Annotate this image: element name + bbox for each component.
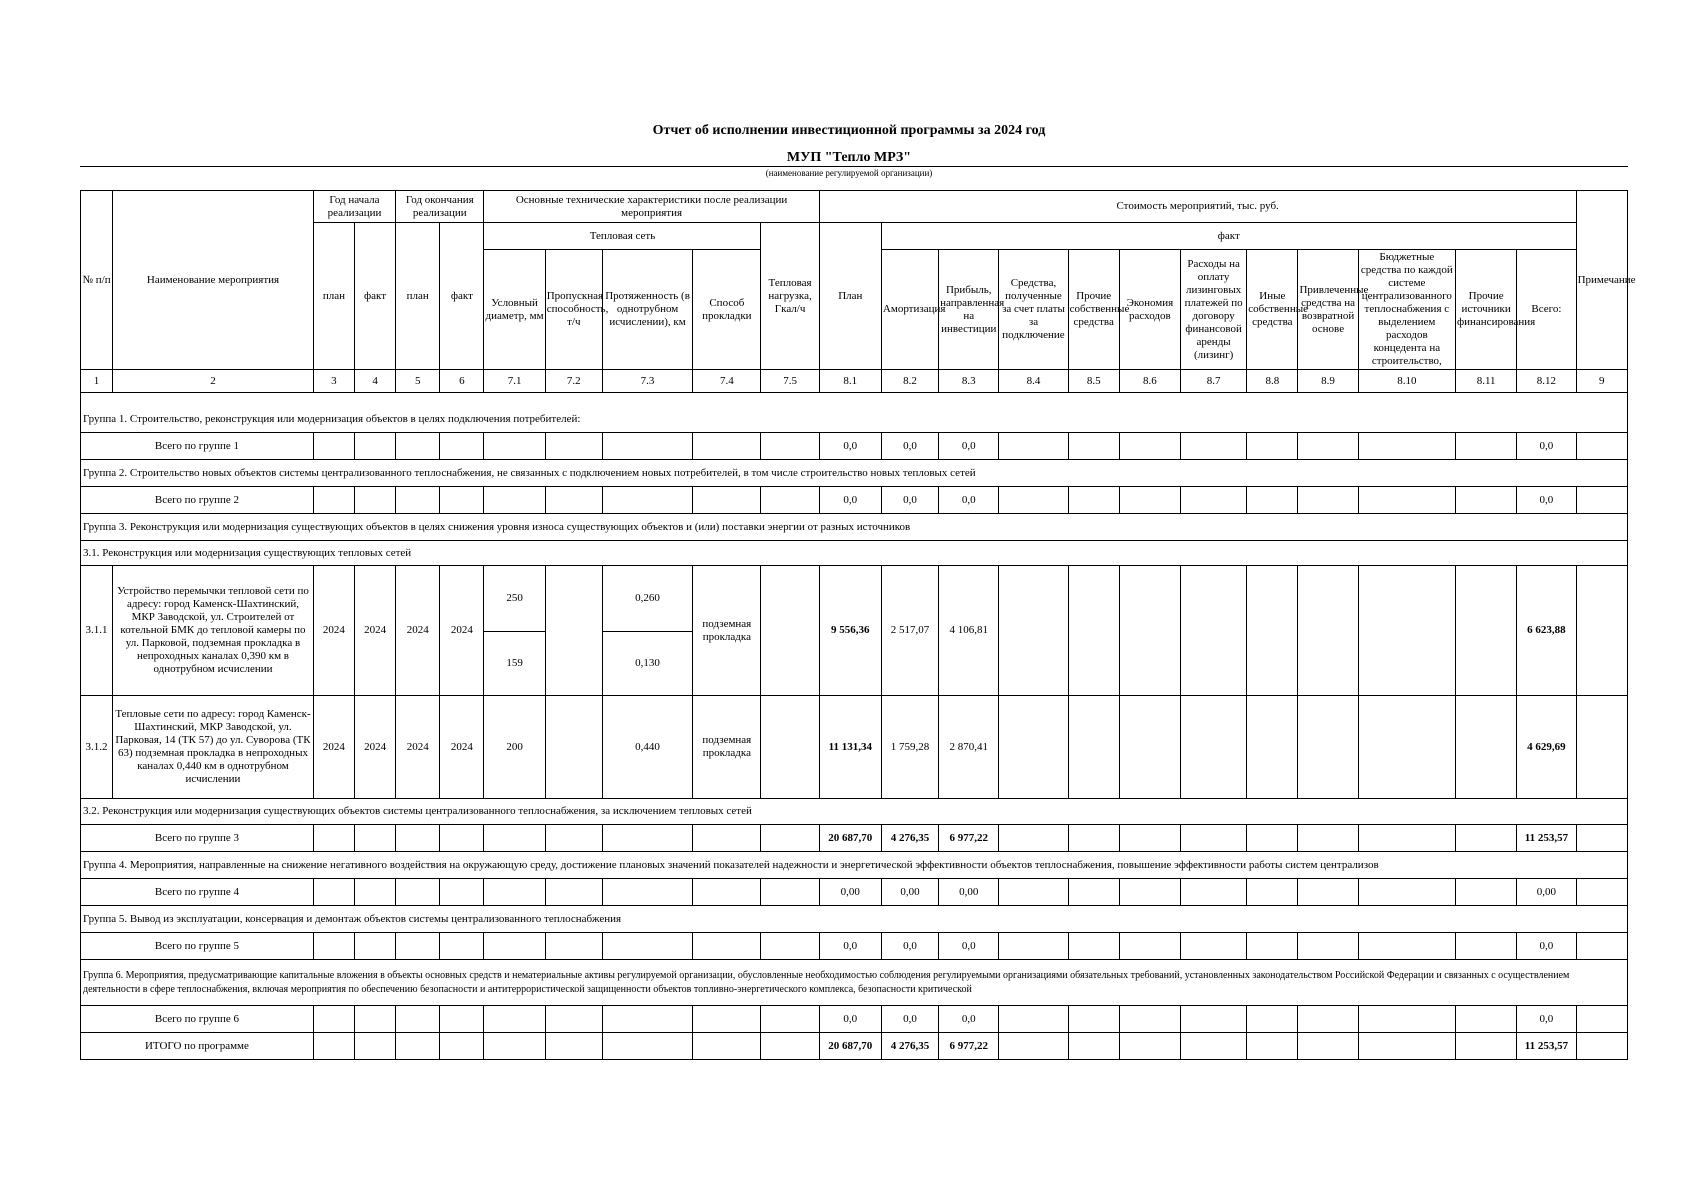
total-profit: 0,0 bbox=[939, 433, 999, 460]
colnum: 8.3 bbox=[939, 370, 999, 393]
total-label: Всего по группе 6 bbox=[81, 1006, 314, 1033]
subgroup-3-1-heading: 3.1. Реконструкция или модернизация существующих тепловых сетей bbox=[81, 541, 1628, 566]
colnum: 6 bbox=[440, 370, 484, 393]
spacer bbox=[81, 393, 1628, 408]
header-length: Протяженность (в однотрубном исчислении), км bbox=[602, 250, 692, 370]
header-heat-net: Тепловая сеть bbox=[484, 223, 761, 250]
row-plan: 11 131,34 bbox=[819, 696, 881, 799]
colnum: 3 bbox=[313, 370, 354, 393]
grand-total-label: ИТОГО по программе bbox=[81, 1033, 314, 1060]
row-num: 3.1.1 bbox=[81, 566, 113, 696]
total-sum: 0,0 bbox=[1517, 1006, 1576, 1033]
group-1-total-row bbox=[81, 433, 1628, 460]
colnum: 8.4 bbox=[999, 370, 1068, 393]
colnum: 8.11 bbox=[1456, 370, 1517, 393]
report-title: Отчет об исполнении инвестиционной программы за 2024 год bbox=[652, 123, 1046, 138]
group-6-total-row bbox=[81, 1006, 1628, 1033]
header-year-start: Год начала реализации bbox=[313, 191, 395, 223]
header-conn-fee: Средства, полученные за счет платы за подключение bbox=[999, 250, 1068, 370]
row-year-end-plan: 2024 bbox=[396, 696, 440, 799]
total-label: Всего по группе 2 bbox=[81, 487, 314, 514]
colnum: 2 bbox=[113, 370, 314, 393]
total-sum: 11 253,57 bbox=[1517, 825, 1576, 852]
organization-caption: (наименование регулируемой организации) bbox=[765, 168, 933, 178]
total-amort: 0,0 bbox=[881, 433, 938, 460]
total-plan: 0,0 bbox=[819, 933, 881, 960]
colnum: 9 bbox=[1576, 370, 1627, 393]
total-plan: 0,00 bbox=[819, 879, 881, 906]
group-4-total-row bbox=[81, 879, 1628, 906]
header-capacity: Пропускная способность, т/ч bbox=[545, 250, 602, 370]
group-5-heading: Группа 5. Вывод из эксплуатации, консервация и демонтаж объектов системы централизованного теплоснабжения bbox=[81, 906, 1628, 933]
colnum: 8.12 bbox=[1517, 370, 1576, 393]
row-year-start-plan: 2024 bbox=[313, 566, 354, 696]
total-sum: 0,00 bbox=[1517, 879, 1576, 906]
total-profit: 6 977,22 bbox=[939, 825, 999, 852]
total-label: Всего по группе 4 bbox=[81, 879, 314, 906]
row-length: 0,130 bbox=[602, 632, 692, 696]
row-year-end-plan: 2024 bbox=[396, 566, 440, 696]
total-profit: 0,0 bbox=[939, 1006, 999, 1033]
group-2-heading: Группа 2. Строительство новых объектов системы централизованного теплоснабжения, не связанных с подключением новых потребителей, в том числе строительство новых тепловых сетей bbox=[81, 460, 1628, 487]
total-amort: 0,0 bbox=[881, 1006, 938, 1033]
row-laying: подземная прокладка bbox=[693, 566, 761, 696]
group-5-total-row bbox=[81, 933, 1628, 960]
total-label: Всего по группе 5 bbox=[81, 933, 314, 960]
total-sum: 0,0 bbox=[1517, 933, 1576, 960]
total-profit: 0,00 bbox=[939, 879, 999, 906]
group-6-heading: Группа 6. Мероприятия, предусматривающие капитальные вложения в объекты основных средств и нематериальные активы регулируемой организации, обусловленные необходимостью соблюдения регулируемыми организациями обязательных требований, установленных законодательством Российской Федерации и связанных с осуществлением деятельности в сфере теплоснабжения, включая мероприятия по обеспечению безопасности и антитеррористической защищенности объектов топливно-энергетического комплекса, безопасности критической bbox=[81, 960, 1628, 1006]
header-other-src: Прочие источники финансирования bbox=[1456, 250, 1517, 370]
header-cost-plan: План bbox=[819, 223, 881, 370]
investment-report-table bbox=[80, 190, 1636, 1060]
colnum: 8.7 bbox=[1181, 370, 1247, 393]
org-underline bbox=[80, 166, 1628, 167]
row-diameter: 250 bbox=[484, 566, 545, 632]
total-label: Всего по группе 3 bbox=[81, 825, 314, 852]
row-length: 0,260 bbox=[602, 566, 692, 632]
header-savings: Экономия расходов bbox=[1119, 250, 1180, 370]
grand-total-amort: 4 276,35 bbox=[881, 1033, 938, 1060]
header-own-other: Прочие собственные средства bbox=[1068, 250, 1119, 370]
grand-total-profit: 6 977,22 bbox=[939, 1033, 999, 1060]
total-amort: 0,0 bbox=[881, 933, 938, 960]
row-laying: подземная прокладка bbox=[693, 696, 761, 799]
header-load: Тепловая нагрузка, Гкал/ч bbox=[761, 223, 819, 370]
header-end-fact: факт bbox=[440, 223, 484, 370]
header-other-own: Иные собственные средства bbox=[1247, 250, 1298, 370]
header-borrowed: Привлеченные средства на возвратной основе bbox=[1298, 250, 1358, 370]
colnum: 5 bbox=[396, 370, 440, 393]
header-cost: Стоимость мероприятий, тыс. руб. bbox=[819, 191, 1576, 223]
header-diameter: Условный диаметр, мм bbox=[484, 250, 545, 370]
colnum: 8.10 bbox=[1358, 370, 1455, 393]
colnum: 7.4 bbox=[693, 370, 761, 393]
header-cost-fact: факт bbox=[881, 223, 1576, 250]
total-sum: 0,0 bbox=[1517, 487, 1576, 514]
grand-total-plan: 20 687,70 bbox=[819, 1033, 881, 1060]
colnum: 1 bbox=[81, 370, 113, 393]
header-leasing: Расходы на оплату лизинговых платежей по договору финансовой аренды (лизинг) bbox=[1181, 250, 1247, 370]
header-profit: Прибыль, направленная на инвестиции bbox=[939, 250, 999, 370]
colnum: 8.9 bbox=[1298, 370, 1358, 393]
header-start-fact: факт bbox=[355, 223, 396, 370]
colnum: 7.1 bbox=[484, 370, 545, 393]
row-name: Устройство перемычки тепловой сети по адресу: город Каменск-Шахтинский, МКР Заводской, ул. Строителей от котельной БМК до тепловой камеры по ул. Парковой, подземная прокладка в непроходных каналах 0,390 км в однотрубном исчислении bbox=[113, 566, 314, 696]
row-year-end-fact: 2024 bbox=[440, 696, 484, 799]
total-profit: 0,0 bbox=[939, 933, 999, 960]
row-year-end-fact: 2024 bbox=[440, 566, 484, 696]
header-total: Всего: bbox=[1517, 250, 1576, 370]
colnum: 8.6 bbox=[1119, 370, 1180, 393]
row-diameter: 159 bbox=[484, 632, 545, 696]
total-plan: 0,0 bbox=[819, 487, 881, 514]
row-plan: 9 556,36 bbox=[819, 566, 881, 696]
total-plan: 0,0 bbox=[819, 433, 881, 460]
header-note: Примечание bbox=[1576, 191, 1627, 370]
group-3-total-row bbox=[81, 825, 1628, 852]
header-start-plan: план bbox=[313, 223, 354, 370]
colnum: 4 bbox=[355, 370, 396, 393]
row-profit: 2 870,41 bbox=[939, 696, 999, 799]
header-num: № п/п bbox=[81, 191, 113, 370]
header-tech: Основные технические характеристики после реализации мероприятия bbox=[484, 191, 819, 223]
table-row bbox=[81, 566, 1628, 632]
total-amort: 0,0 bbox=[881, 487, 938, 514]
header-end-plan: план bbox=[396, 223, 440, 370]
total-sum: 0,0 bbox=[1517, 433, 1576, 460]
header-name: Наименование мероприятия bbox=[113, 191, 314, 370]
row-diameter: 200 bbox=[484, 696, 545, 799]
group-3-heading: Группа 3. Реконструкция или модернизация существующих объектов в целях снижения уровня износа существующих объектов и (или) поставки энергии от разных источников bbox=[81, 514, 1628, 541]
grand-total-row bbox=[81, 1033, 1628, 1060]
column-numbers-row bbox=[81, 370, 1628, 393]
total-plan: 0,0 bbox=[819, 1006, 881, 1033]
colnum: 8.8 bbox=[1247, 370, 1298, 393]
colnum: 7.5 bbox=[761, 370, 819, 393]
row-amort: 1 759,28 bbox=[881, 696, 938, 799]
row-year-start-fact: 2024 bbox=[355, 566, 396, 696]
row-name: Тепловые сети по адресу: город Каменск-Шахтинский, МКР Заводской, ул. Парковая, 14 (ТК 57) до ул. Суворова (ТК 63) подземная прокладка в непроходных каналах 0,440 км в однотрубном исчислении bbox=[113, 696, 314, 799]
organization-name: МУП "Тепло МРЗ" bbox=[786, 150, 912, 165]
total-profit: 0,0 bbox=[939, 487, 999, 514]
row-profit: 4 106,81 bbox=[939, 566, 999, 696]
subgroup-3-2-heading: 3.2. Реконструкция или модернизация существующих объектов системы централизованного теплоснабжения, за исключением тепловых сетей bbox=[81, 799, 1628, 825]
row-total: 6 623,88 bbox=[1517, 566, 1576, 696]
colnum: 8.1 bbox=[819, 370, 881, 393]
header-budget: Бюджетные средства по каждой системе централизованного теплоснабжения с выделением расходов концедента на строительство, bbox=[1358, 250, 1455, 370]
row-num: 3.1.2 bbox=[81, 696, 113, 799]
colnum: 8.5 bbox=[1068, 370, 1119, 393]
total-label: Всего по группе 1 bbox=[81, 433, 314, 460]
row-year-start-plan: 2024 bbox=[313, 696, 354, 799]
grand-total-sum: 11 253,57 bbox=[1517, 1033, 1576, 1060]
row-total: 4 629,69 bbox=[1517, 696, 1576, 799]
row-amort: 2 517,07 bbox=[881, 566, 938, 696]
group-2-total-row bbox=[81, 487, 1628, 514]
group-1-heading: Группа 1. Строительство, реконструкция или модернизация объектов в целях подключения потребителей: bbox=[81, 408, 1628, 433]
colnum: 7.2 bbox=[545, 370, 602, 393]
colnum: 8.2 bbox=[881, 370, 938, 393]
header-year-end: Год окончания реализации bbox=[396, 191, 484, 223]
header-amort: Амортизация bbox=[881, 250, 938, 370]
row-year-start-fact: 2024 bbox=[355, 696, 396, 799]
header-laying: Способ прокладки bbox=[693, 250, 761, 370]
table-row bbox=[81, 696, 1628, 799]
total-plan: 20 687,70 bbox=[819, 825, 881, 852]
total-amort: 4 276,35 bbox=[881, 825, 938, 852]
colnum: 7.3 bbox=[602, 370, 692, 393]
group-4-heading: Группа 4. Мероприятия, направленные на снижение негативного воздействия на окружающую среду, достижение плановых значений показателей надежности и энергетической эффективности объектов теплоснабжения, повышение эффективности работы систем централизов bbox=[81, 852, 1628, 879]
row-length: 0,440 bbox=[602, 696, 692, 799]
total-amort: 0,00 bbox=[881, 879, 938, 906]
